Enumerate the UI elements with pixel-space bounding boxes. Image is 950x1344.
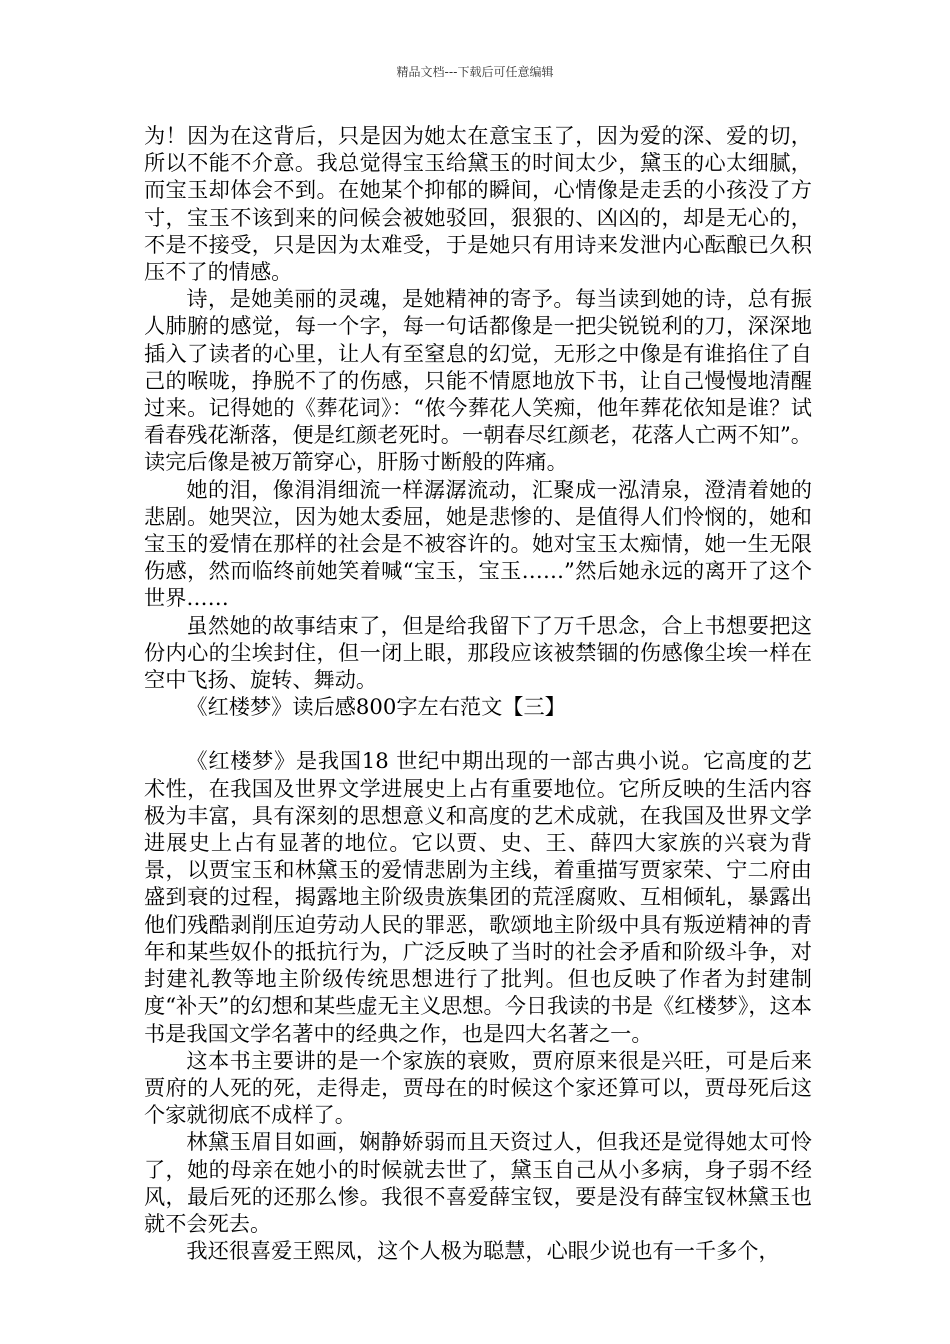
document-body	[144, 122, 812, 1264]
paragraph-4: 虽然她的故事结束了，但是给我留下了万千思念，合上书想要把这份内心的尘埃封住，但一闭上眼，那段应该被禁锢的伤感像尘埃一样在空中飞扬、旋转、舞动。	[144, 612, 812, 693]
paragraph-8: 我还很喜爱王熙凤，这个人极为聪慧，心眼少说也有一千多个，	[186, 1238, 780, 1264]
paragraph-5: 《红楼梦》是我国18 世纪中期出现的一部古典小说。它高度的艺术性，在我国及世界文学进展史上占有重要地位。它所反映的生活内容极为丰富，具有深刻的思想意义和高度的艺术成就，在我国及世界文学进展史上占有显著的地位。它以贾、史、王、薛四大家族的兴衰为背景，以贾宝玉和林黛玉的爱情悲剧为主线，着重描写贾家荣、宁二府由盛到衰的过程，揭露地主阶级贵族集团的荒淫腐败、互相倾轧，暴露出他们残酷剥削压迫劳动人民的罪恶，歌颂地主阶级中具有叛逆精神的青年和某些奴仆的抵抗行为，广泛反映了当时的社会矛盾和阶级斗争，对封建礼教等地主阶级传统思想进行了批判。但也反映了作者为封建制度“补天”的幻想和某些虚无主义思想。今日我读的书是《红楼梦》，这本书是我国文学名著中的经典之作，也是四大名著之一。	[144, 748, 812, 1046]
page-header: 精品文档---下载后可任意编辑	[396, 65, 554, 79]
paragraph-2: 诗，是她美丽的灵魂，是她精神的寄予。每当读到她的诗，总有振人肺腑的感觉，每一个字，每一句话都像是一把尖锐锐利的刀，深深地插入了读者的心里，让人有至窒息的幻觉，无形之中像是有谁掐住了自己的喉咙，挣脱不了的伤感，只能不情愿地放下书，让自己慢慢地清醒过来。记得她的《葬花词》：“侬今葬花人笑痴，他年葬花依知是谁？试看春残花渐落，便是红颜老死时。一朝春尽红颜老，花落人亡两不知”。读完后像是被万箭穿心，肝肠寸断般的阵痛。	[144, 286, 812, 475]
paragraph-7: 林黛玉眉目如画，娴静娇弱而且天资过人，但我还是觉得她太可怜了，她的母亲在她小的时候就去世了，黛玉自己从小多病，身子弱不经风，最后死的还那么惨。我很不喜爱薛宝钗，要是没有薛宝钗林黛玉也就不会死去。	[144, 1129, 812, 1236]
blank-line	[144, 720, 812, 747]
paragraph-3: 她的泪，像涓涓细流一样潺潺流动，汇聚成一泓清泉，澄清着她的悲剧。她哭泣，因为她太委屈，她是悲惨的、是值得人们怜悯的，她和宝玉的爱情在那样的社会是不被容许的。她对宝玉太痴情，她一生无限伤感，然而临终前她笑着喊“宝玉，宝玉……”然后她永远的离开了这个世界……	[144, 476, 812, 611]
paragraph-1: 为！因为在这背后，只是因为她太在意宝玉了，因为爱的深、爱的切，所以不能不介意。我总觉得宝玉给黛玉的时间太少，黛玉的心太细腻，而宝玉却体会不到。在她某个抑郁的瞬间，心情像是走丢的小孩没了方寸，宝玉不该到来的问候会被她驳回，狠狠的、凶凶的，却是无心的，不是不接受，只是因为太难受，于是她只有用诗来发泄内心酝酿已久积压不了的情感。	[144, 123, 812, 285]
paragraph-6: 这本书主要讲的是一个家族的衰败，贾府原来很是兴旺，可是后来贾府的人死的死，走得走，贾母在的时候这个家还算可以，贾母死后这个家就彻底不成样了。	[144, 1047, 812, 1128]
section-title: 《红楼梦》读后感800字左右范文【三】	[186, 694, 566, 720]
